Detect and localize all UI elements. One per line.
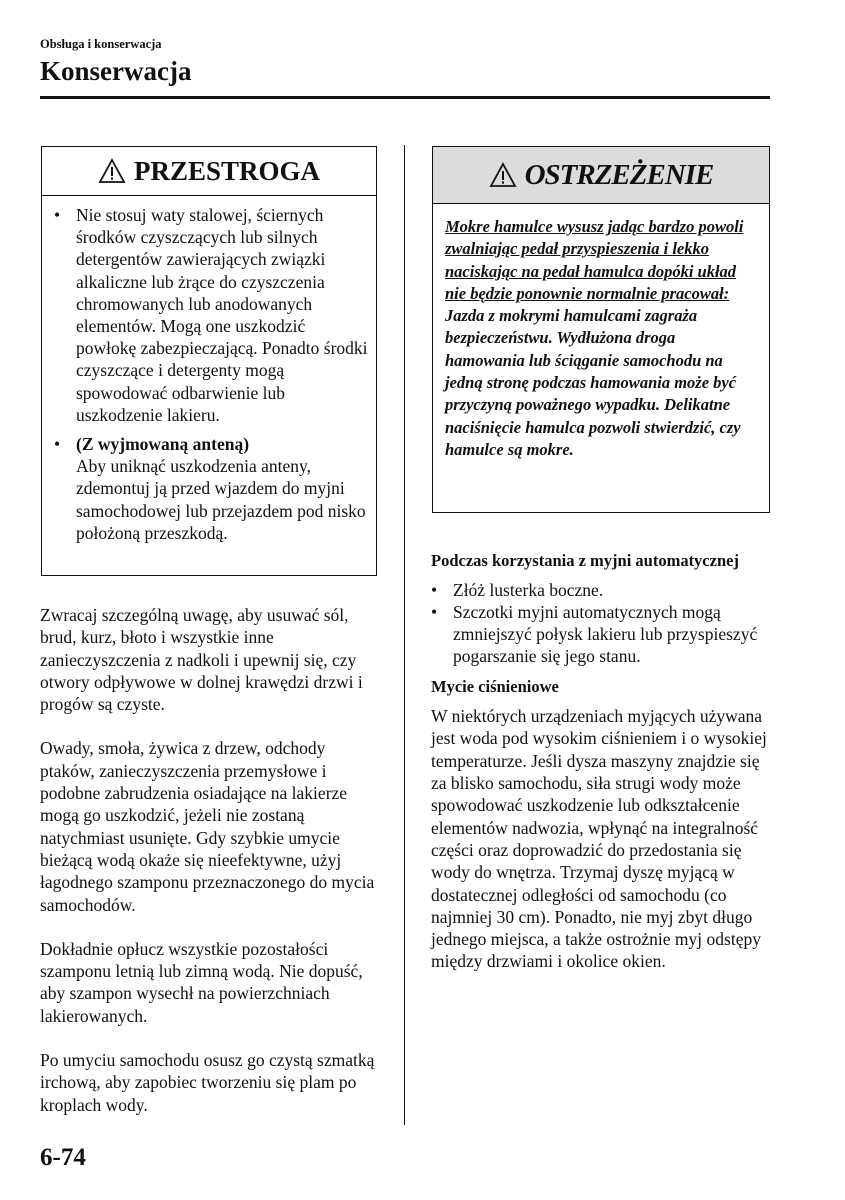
- warning-box: [432, 146, 770, 513]
- caution-item-text: Nie stosuj waty stalowej, ściernych środków czyszczących lub silnych detergentów zawierających związki alkaliczne lub żrące do czyszczenia chromowanych lub anodowanych elementów. Mogą one uszkodzić powłokę zabezpieczającą. Ponadto środki czyszczące i detergenty mogą spowodować odbarwienie lub uszkodzenie lakieru.: [76, 205, 368, 425]
- bullet: •: [431, 579, 438, 600]
- title-rule: [40, 96, 770, 99]
- list-item-text: Złóż lusterka boczne.: [453, 579, 604, 600]
- left-column-text: [40, 604, 375, 1138]
- caution-item: [54, 204, 368, 426]
- warning-triangle-icon: [98, 158, 126, 184]
- warning-header: [433, 147, 769, 204]
- caution-item-text: Aby uniknąć uszkodzenia anteny, zdemontuj ją przed wjazdem do myjni samochodowej lub przejazdem pod nisko położoną przeszkodą.: [76, 456, 366, 543]
- column-divider: [404, 145, 405, 1125]
- caution-header: [42, 147, 376, 196]
- caution-item: [54, 433, 368, 544]
- paragraph: Owady, smoła, żywica z drzew, odchody ptaków, zanieczyszczenia przemysłowe i podobne zabrudzenia osiadające na lakierze mogą go uszkodzić, jeżeli nie zostaną natychmiast usunięte. Gdy szybkie umycie bieżącą wodą okaże się nieefektywne, użyj łagodnego szamponu przeznaczonego do mycia samochodów.: [40, 738, 375, 915]
- page-title: Konserwacja: [40, 56, 192, 86]
- bullet: •: [54, 205, 61, 225]
- paragraph: Po umyciu samochodu osusz go czystą szmatką irchową, aby zapobiec tworzeniu się plam po kroplach wody.: [40, 1050, 375, 1115]
- page-number: 6-74: [40, 1144, 86, 1171]
- warning-underlined-text: Mokre hamulce wysusz jadąc bardzo powoli zwalniając pedał przyspieszenia i lekko naciskając na pedał hamulca dopóki układ nie będzie ponownie normalnie pracował:: [445, 217, 744, 303]
- paragraph: Zwracaj szczególną uwagę, aby usuwać sól, brud, kurz, błoto i wszystkie inne zanieczyszczenia z nadkoli i upewnij się, czy otwory odpływowe w dolnej krawędzi drzwi i progów są czyste.: [40, 605, 363, 715]
- pressure-wash-heading: Mycie ciśnieniowe: [431, 676, 559, 696]
- caution-heading: PRZESTROGA: [133, 155, 321, 186]
- automatic-wash-heading: Podczas korzystania z myjni automatycznej: [431, 551, 739, 570]
- caution-box: [41, 146, 377, 576]
- caution-body: [42, 196, 376, 544]
- warning-body: [433, 204, 769, 461]
- bullet: •: [431, 601, 438, 622]
- list-item: [431, 601, 771, 668]
- pressure-wash-text: W niektórych urządzeniach myjących używana jest woda pod wysokim ciśnieniem i o wysokiej temperaturze. Jeśli dysza maszyny znajdzie się za blisko samochodu, siła strugi wody może spowodować uszkodzenie lub odkształcenie elementów nadwozia, wpłynąć na integralność części oraz doprowadzić do przedostania się wody do wnętrza. Trzymaj dyszę myjącą w dostatecznej odległości od samochodu (co najmniej 30 cm). Ponadto, nie myj zbyt długo jednego miejsca, a także ostrożnie myj odstępy między drzwiami i okolice okien.: [431, 706, 767, 972]
- warning-text: Jazda z mokrymi hamulcami zagraża bezpieczeństwu. Wydłużona droga hamowania lub ściąganie samochodu na jedną stronę podczas hamowania może być przyczyną poważnego wypadku. Delikatne naciśnięcie hamulca pozwoli stwierdzić, czy hamulce są mokre.: [445, 306, 741, 459]
- right-column-text: [431, 550, 771, 973]
- warning-heading: OSTRZEŻENIE: [524, 158, 714, 191]
- bullet: •: [54, 434, 61, 455]
- list-item-text: Szczotki myjni automatycznych mogą zmniejszyć połysk lakieru lub przyspieszyć pogarszanie się jego stanu.: [453, 601, 758, 667]
- caution-item-title: (Z wyjmowaną anteną): [76, 434, 250, 455]
- section-label: Obsługa i konserwacja: [40, 37, 162, 51]
- list-item: [431, 579, 771, 601]
- warning-triangle-icon: [489, 162, 517, 188]
- paragraph: Dokładnie opłucz wszystkie pozostałości szamponu letnią lub zimną wodą. Nie dopuść, aby szampon wysechł na powierzchniach lakierowanych.: [40, 938, 363, 1026]
